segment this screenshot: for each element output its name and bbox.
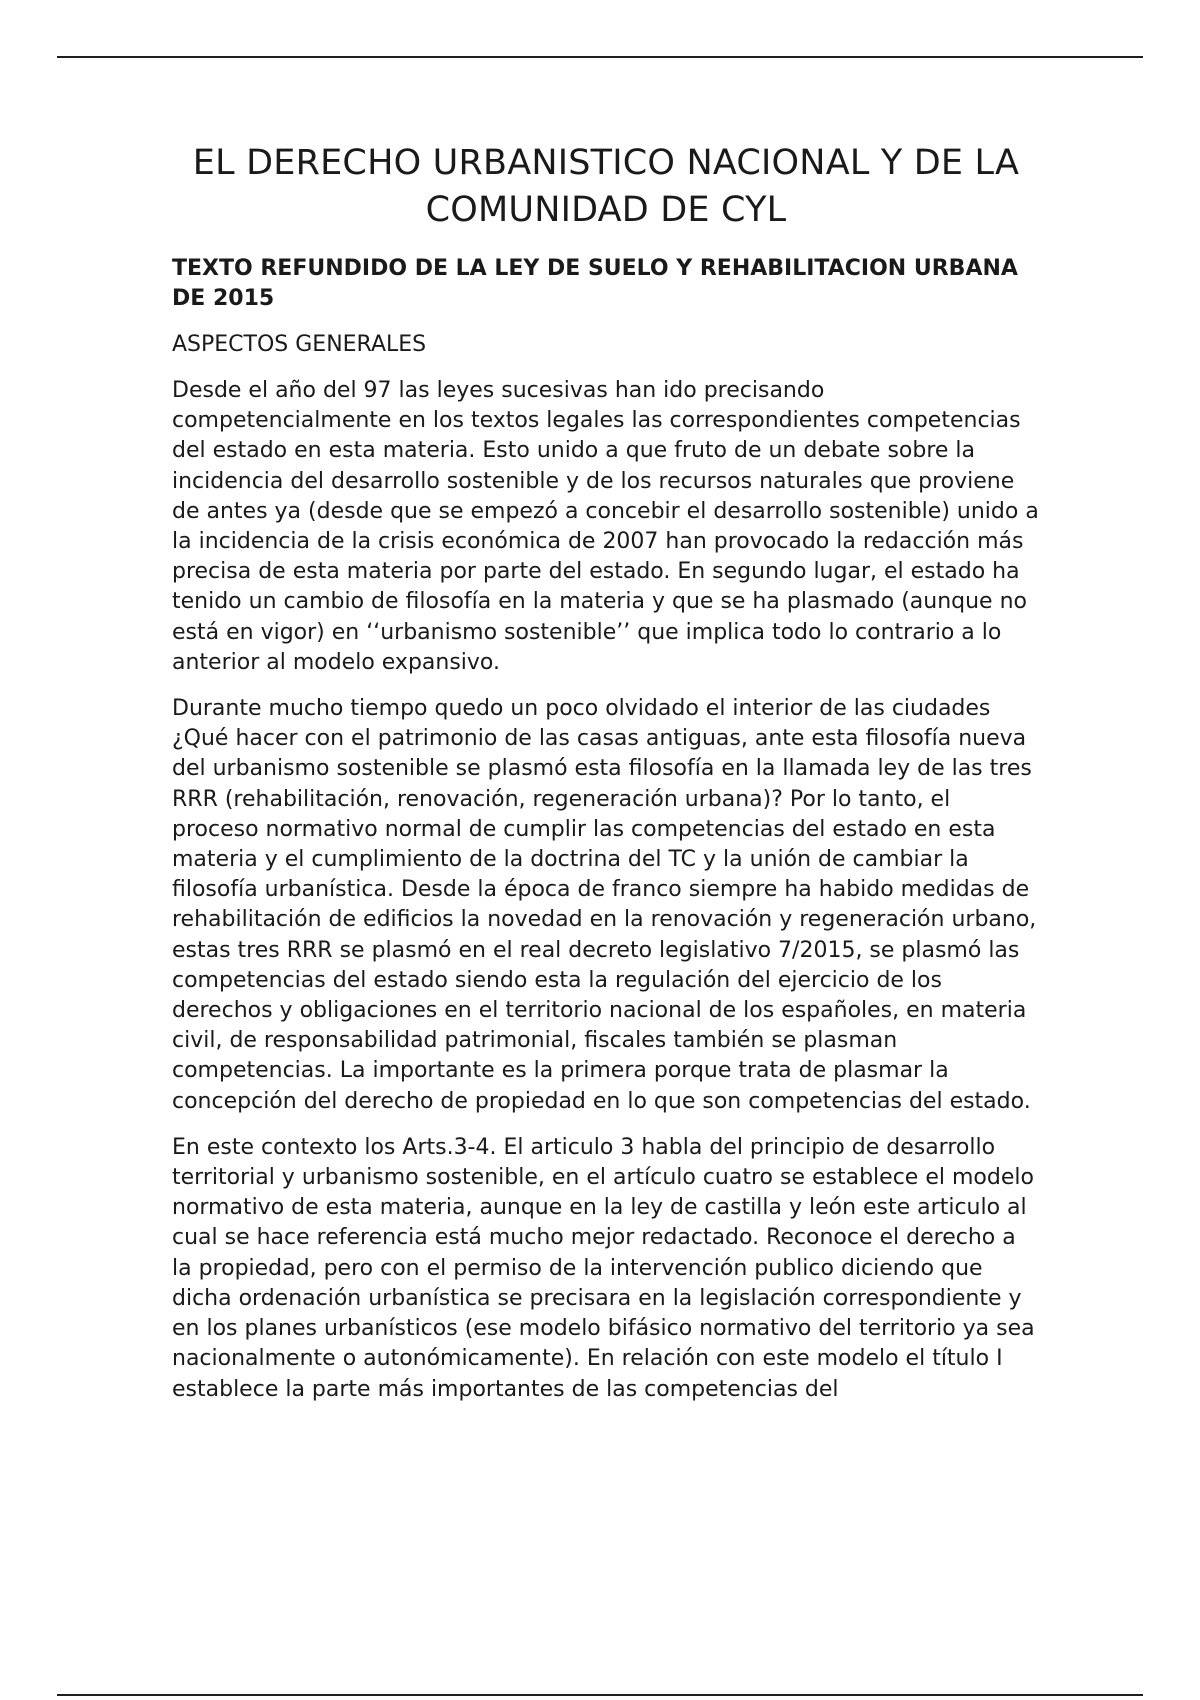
document-body [172, 140, 1040, 1405]
header-rule [57, 56, 1143, 58]
paragraph-2: Durante mucho tiempo quedo un poco olvidado el interior de las ciudades ¿Qué hacer con el patrimonio de las casas antiguas, ante esta filosofía nueva del urbanismo sostenible se plasmó esta filosofía en la llamada ley de las tres RRR (rehabilitación, renovación, regeneración urbana)? Por lo tanto, el proceso normativo normal de cumplir las competencias del estado en esta materia y el cumplimiento de la doctrina del TC y la unión de cambiar la filosofía urbanística. Desde la época de franco siempre ha habido medidas de rehabilitación de edificios la novedad en la renovación y regeneración urbano, estas tres RRR se plasmó en el real decreto legislativo 7/2015, se plasmó las competencias del estado siendo esta la regulación del ejercicio de los derechos y obligaciones en el territorio nacional de los españoles, en materia civil, de responsabilidad patrimonial, fiscales también se plasman competencias. La importante es la primera porque trata de plasmar la concepción del derecho de propiedad en lo que son competencias del estado. [172, 696, 1037, 1114]
footer-rule [57, 1694, 1143, 1696]
document-title: EL DERECHO URBANISTICO NACIONAL Y DE LA COMUNIDAD DE CYL [192, 143, 1020, 230]
document-subtitle: TEXTO REFUNDIDO DE LA LEY DE SUELO Y REHABILITACION URBANA DE 2015 [172, 256, 1018, 311]
paragraph-1: Desde el año del 97 las leyes sucesivas han ido precisando competencialmente en los textos legales las correspondientes competencias del estado en esta materia. Esto unido a que fruto de un debate sobre la incidencia del desarrollo sostenible y de los recursos naturales que proviene de antes ya (desde que se empezó a concebir el desarrollo sostenible) unido a la incidencia de la crisis económica de 2007 han provocado la redacción más precisa de esta materia por parte del estado. En segundo lugar, el estado ha tenido un cambio de filosofía en la materia y que se ha plasmado (aunque no está en vigor) en ‘‘urbanismo sostenible’’ que implica todo lo contrario a lo anterior al modelo expansivo. [172, 378, 1039, 675]
paragraph-3: En este contexto los Arts.3-4. El articulo 3 habla del principio de desarrollo territorial y urbanismo sostenible, en el artículo cuatro se establece el modelo normativo de esta materia, aunque en la ley de castilla y león este articulo al cual se hace referencia está mucho mejor redactado. Reconoce el derecho a la propiedad, pero con el permiso de la intervención publico diciendo que dicha ordenación urbanística se precisara en la legislación correspondiente y en los planes urbanísticos (ese modelo bifásico normativo del territorio ya sea nacionalmente o autonómicamente). En relación con este modelo el título I establece la parte más importantes de las competencias del [172, 1134, 1035, 1402]
section-heading: ASPECTOS GENERALES [172, 332, 427, 357]
